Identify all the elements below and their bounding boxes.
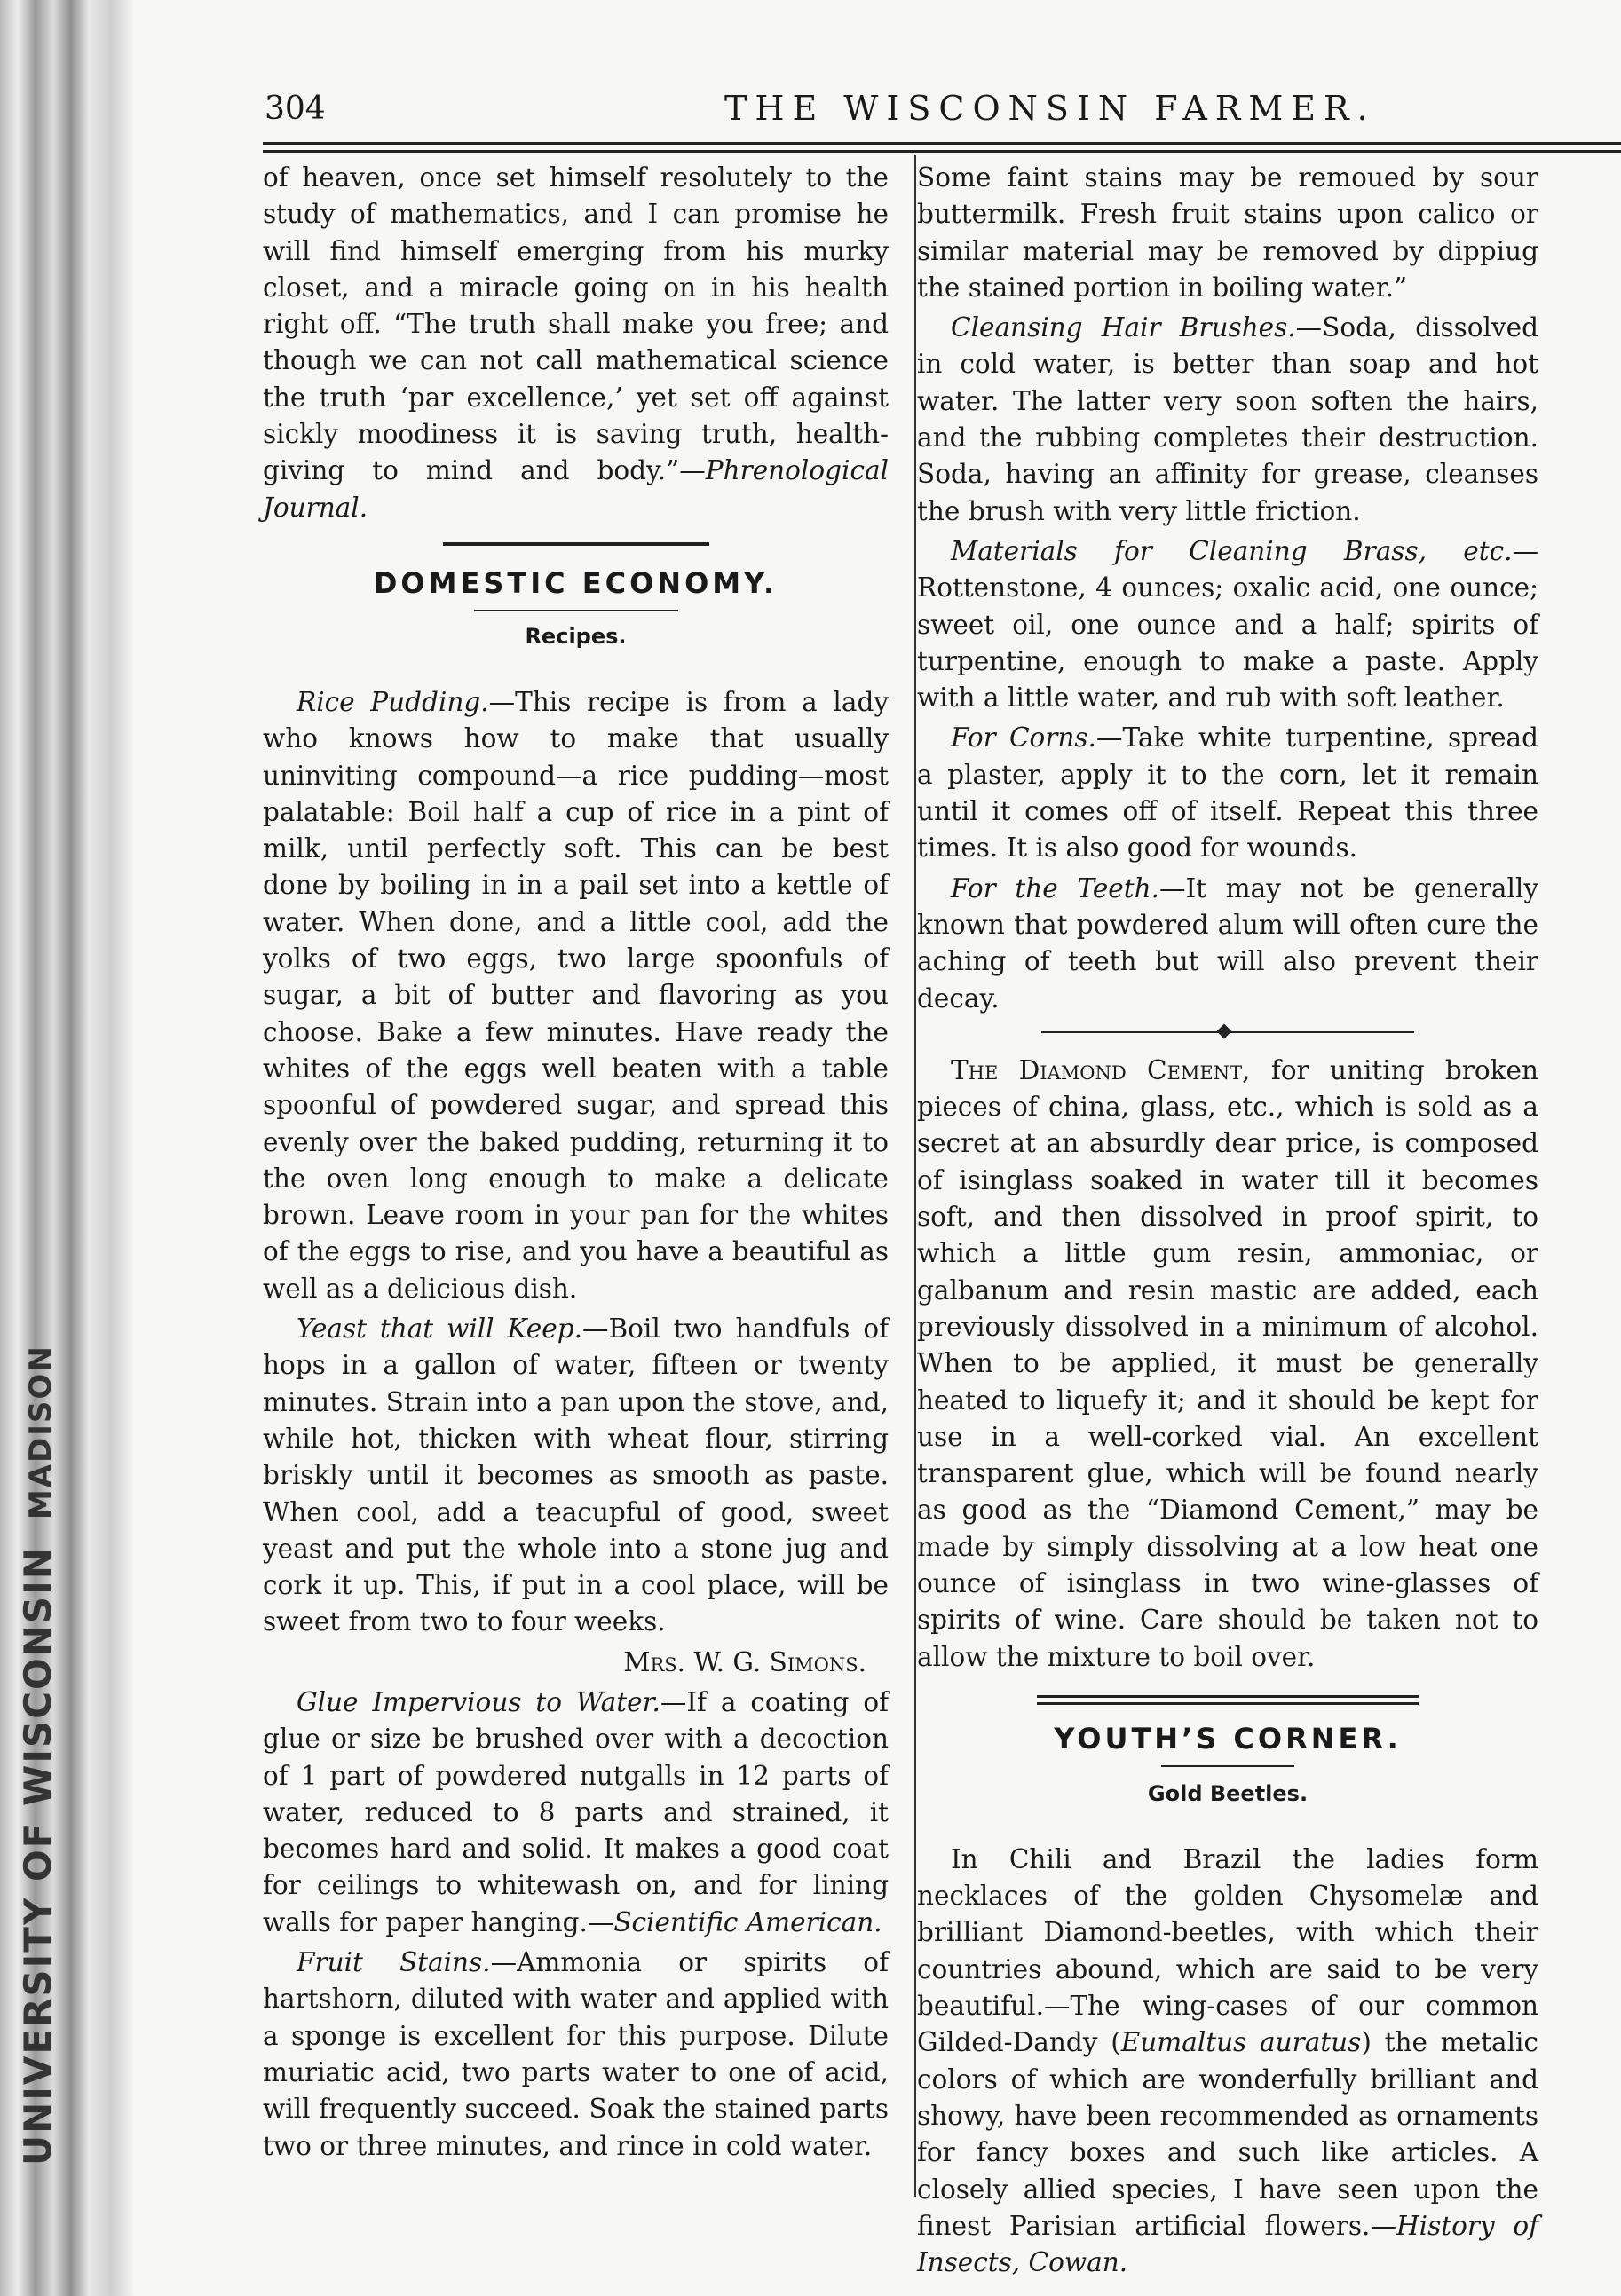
intro-text: of heaven, once set himself resolutely to the study of mathematics, and I can promise he will find himself emerging from his murky closet, and a miracle going on in his health right off. “The truth shall make you free; and though we can not call mathematical science the truth ‘par excellence,’ yet set off against sickly moodiness it is saving truth, health-giving to mind and body.” [263,162,889,486]
species-name: Eumaltus auratus [1120,2027,1362,2058]
recipe-glue [263,1685,889,1941]
recipe-title: For the Teeth. [951,872,1159,903]
recipe-title: Materials for Cleaning Brass, etc. [951,535,1513,566]
recipe-fruit-stains [263,1945,889,2165]
recipe-text: —It may not be generally known that powdered alum will often cure the aching of teeth but will also prevent their decay. [917,872,1538,1014]
recipe-title: For Corns. [951,722,1096,753]
recipe-hair-brushes [917,310,1538,530]
recipe-title: Yeast that will Keep. [297,1314,582,1345]
recipe-title: Fruit Stains. [297,1947,491,1978]
section-title-domestic-economy: DOMESTIC ECONOMY. [373,565,779,600]
recipe-rice-pudding [263,684,889,1307]
article-source: —History of Insects, Cowan. [917,2210,1538,2278]
left-column [263,160,889,2168]
library-stamp-text: UNIVERSITY OF WISCONSIN [16,1546,59,2166]
diamond-cement-paragraph [917,1053,1538,1676]
subsection-rule [474,610,678,611]
intro-source: —Phrenological Journal. [263,455,889,523]
recipe-teeth [917,871,1538,1017]
recipe-corns [917,720,1538,866]
book-binding-strip [0,0,133,2296]
recipe-text: —If a coating of glue or size be brushed over with a decoction of 1 part of powdered nutgalls in 12 parts of water, reduced to 8 parts and strained, it becomes hard and solid. It makes a good coat for ceilings to whitewash on, and for lining walls for paper hanging. [263,1686,889,1937]
page-number: 304 [265,91,326,127]
library-stamp-sub: MADISON [23,1345,59,1520]
recipe-text: —Boil two handfuls of hops in a gallon of water, fifteen or twenty minutes. Strain into a pan upon the stove, and, while hot, thicken with wheat flour, stirring briskly until it becomes as smooth as paste. When cool, add a teacupful of good, sweet yeast and put the whole into a stone jug and cork it up. This, if put in a cool place, will be sweet from two to four weeks. [263,1314,889,1637]
recipe-text: —This recipe is from a lady who knows how to make that usually uninviting compound—a rice pudding—most palatable: Boil half a cup of rice in a pint of milk, until perfectly soft. This can be best done by boiling in in a pail set into a kettle of water. When done, and a little cool, add the yolks of two eggs, two large spoonfuls of sugar, a bit of butter and flavoring as you choose. Bake a few minutes. Have ready the whites of the eggs well beaten with a table spoonful of powdered sugar, and spread this evenly over the baked pudding, returning it to the oven long enough to make a delicate brown. Leave room in your pan for the whites of the eggs to rise, and you have a beautiful as well as a delicious dish. [263,686,889,1304]
column-divider [914,155,916,2197]
paragraph-lead: The Diamond Cement, [951,1054,1251,1085]
page-header [263,85,1621,138]
header-rule [263,142,1621,153]
paragraph-text-cont: ) the metalic colors of which are wonderfully brilliant and showy, have been recommended as ornaments for fancy boxes and such like articles. A closely allied species, I have seen upon the finest Parisian artificial flowers. [917,2027,1539,2241]
paragraph-text: In Chili and Brazil the ladies form necklaces of the golden Chysomelæ and brilliant Diamond-beetles, with which their countries abound, which are said to be very beautiful.—The wing-cases of our common Gilded-Dandy ( [917,1843,1538,2058]
gold-beetles-paragraph [917,1842,1538,2282]
right-column [917,160,1538,2284]
recipe-title: Cleansing Hair Brushes. [951,312,1296,343]
recipe-yeast [263,1311,889,1641]
newspaper-page [133,0,1621,2296]
journal-title: THE WISCONSIN FARMER. [724,89,1376,128]
section-rule [443,542,709,546]
subsection-title-gold-beetles: Gold Beetles. [1147,1780,1309,1806]
section-title-youths-corner: YOUTH’S CORNER. [1054,1721,1402,1756]
recipe-text: —Soda, dissolved in cold water, is better than soap and hot water. The latter very soon soften the hairs, and the rubbing completes their destruction. Soda, having an affinity for grease, cleanses the brush with very little friction. [917,312,1538,526]
library-stamp [16,1345,59,2166]
fruit-stains-continued: Some faint stains may be remoued by sour buttermilk. Fresh fruit stains upon calico or similar material may be removed by dippiug the stained portion in boiling water.” [917,162,1538,303]
section-double-rule [1037,1695,1419,1705]
subsection-title-recipes: Recipes. [525,623,627,649]
signature: Mrs. W. G. Simons. [623,1646,866,1677]
recipe-text: —Rottenstone, 4 ounces; oxalic acid, one ounce; sweet oil, one ounce and a half; spirits of turpentine, enough to make a paste. Apply with a little water, and rub with soft leather. [917,535,1538,714]
recipe-text: —Take white turpentine, spread a plaster, apply it to the corn, let it remain until it comes off of itself. Repeat this three times. It is also good for wounds. [917,722,1538,864]
recipe-source: —Scientific American. [587,1906,882,1937]
paragraph-text: for uniting broken pieces of china, glass, etc., which is sold as a secret at an absurdly dear price, is composed of isinglass soaked in water till it becomes soft, and then dissolved in proof spirit, to which a little gum resin, ammoniac, or galbanum and resin mastic are added, each previously dissolved in a minimum of alcohol. When to be applied, it must be generally heated to liquefy it; and it should be kept for use in a well-corked vial. An excellent transparent glue, which will be found nearly as good as the “Diamond Cement,” may be made by simply dissolving at a low heat one ounce of isinglass in two wine-glasses of spirits of wine. Care should be taken not to allow the mixture to boil over. [917,1054,1538,1672]
recipe-title: Rice Pudding. [297,686,489,717]
recipe-title: Glue Impervious to Water. [297,1686,660,1717]
recipe-text: —Ammonia or spirits of hartshorn, diluted with water and applied with a sponge is excellent for this purpose. Dilute muriatic acid, two parts water to one of acid, will frequently succeed. Soak the stained parts two or three minutes, and rince in cold water. [263,1947,889,2161]
subsection-rule [1161,1765,1294,1767]
recipe-brass [917,533,1538,716]
diamond-ornament-rule [1041,1031,1414,1033]
intro-paragraph [263,160,889,526]
